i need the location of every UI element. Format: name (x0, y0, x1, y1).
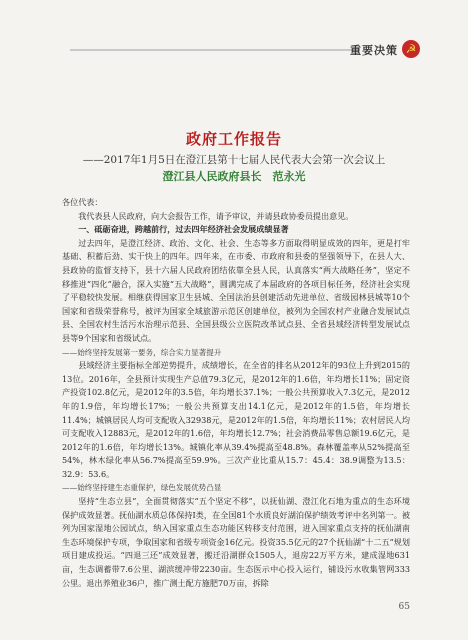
header-divider-line (70, 49, 360, 51)
section-label: 重要决策 (350, 44, 398, 57)
section-heading: 一、砥砺奋进，跨越前行，过去四年经济社会发展成绩显著 (78, 224, 289, 235)
subheading-note-2: ——始终坚持建生态重保护，绿色发展优势凸显 (62, 483, 222, 493)
subheading-note-1: ——始终坚持发展第一要务，综合实力显著提升 (62, 347, 222, 357)
intro-paragraph: 我代表县人民政府，向大会报告工作，请予审议，并请县政协委员提出意见。 (78, 210, 354, 221)
paragraph-ecology: 坚持“生态立县”，全面贯彻落实“五个坚定不移”，以抚仙湖、澄江化石地为重点的生态环境保护成效显著。抚仙湖水质总体保持Ⅰ类，在全国81个水质良好湖泊保护绩效考评中名列第一。被列为国家湿地公园试点，纳入国家重点生态功能区转移支付范围，进入国家重点支持的抚仙湖南生态环境保护专项，争取国家和省级专项资金16亿元。投资35.5亿元的27个抚仙湖“十二五”规划项目建成投运。“四退三还”成效显著，搬迁沿湖群众1505人，退房22万平方米，建成湿地631亩，生态调蓄带7.6公里、湖滨缓冲带2230亩。生态医示中心投入运行，铺设污水收集管网333公里。退出养殖业36户，推广测土配方施肥70万亩，拆除 (62, 496, 410, 588)
document-subtitle: ——2017年1月5日在澄江县第十七届人民代表大会第一次会议上 (82, 154, 386, 166)
section-header-bar (0, 40, 468, 62)
greeting: 各位代表： (62, 197, 103, 207)
party-emblem-icon: ☭ (402, 40, 420, 58)
page-number: 65 (398, 602, 410, 612)
document-title: 政府工作报告 (185, 130, 282, 148)
document-author: 澄江县人民政府县长 范永光 (162, 170, 306, 183)
paragraph-overview: 过去四年，是澄江经济、政治、文化、社会、生态等多方面取得明显成效的四年，更是打牢基础、积蓄后劲、实干快上的四年。四年来，在市委、市政府和县委的坚强领导下，在县人大、县政协的监督支持下，县十六届人民政府团结依靠全县人民，认真落实“两大战略任务”，坚定不移推进“四化”融合，深入实施“五大战略”，圆满完成了本届政府的各项目标任务，经济社会实现了平稳较快发展。相继获得国家卫生县城、全国法治县创建活动先进单位、省级园林县城等10个国家和省级荣誉称号，被评为国家全域旅游示范区创建单位，被列为全国农村产业融合发展试点县、全国农村生活污水治理示范县、全国县级公立医院改革试点县、全省县域经济转型发展试点县等9个国家和省级试点。 (62, 237, 410, 343)
document-body (62, 196, 410, 590)
paragraph-economy: 县域经济主要指标全部逆势提升，成绩增长，在全省的排名从2012年的93位上升到2015的13位。2016年，全县预计实现生产总值79.3亿元，是2012年的1.6倍，年均增长11%；固定资产投资102.8亿元，是2012年的3.5倍，年均增长37.1%；一般公共预算收入7.3亿元，是2012年的1.9倍，年均增长17%；一般公共预算支出14.1亿元，是2012年的1.5倍，年均增长11.4%；城镇居民人均可支配收入32938元，是2012年的1.5倍，年均增长11%；农村居民人均可支配收入12883元，是2012年的1.6倍，年均增长12.7%；社会消费品零售总额19.6亿元，是2012年的1.6倍，年均增长13%。城镇化率从39.4%提高至48.8%。森林覆盖率从52%提高至54%，林木绿化率从56.7%提高至59.9%。三次产业比重从15.7：45.4：38.9调整为13.5：32.9：53.6。 (62, 360, 410, 479)
